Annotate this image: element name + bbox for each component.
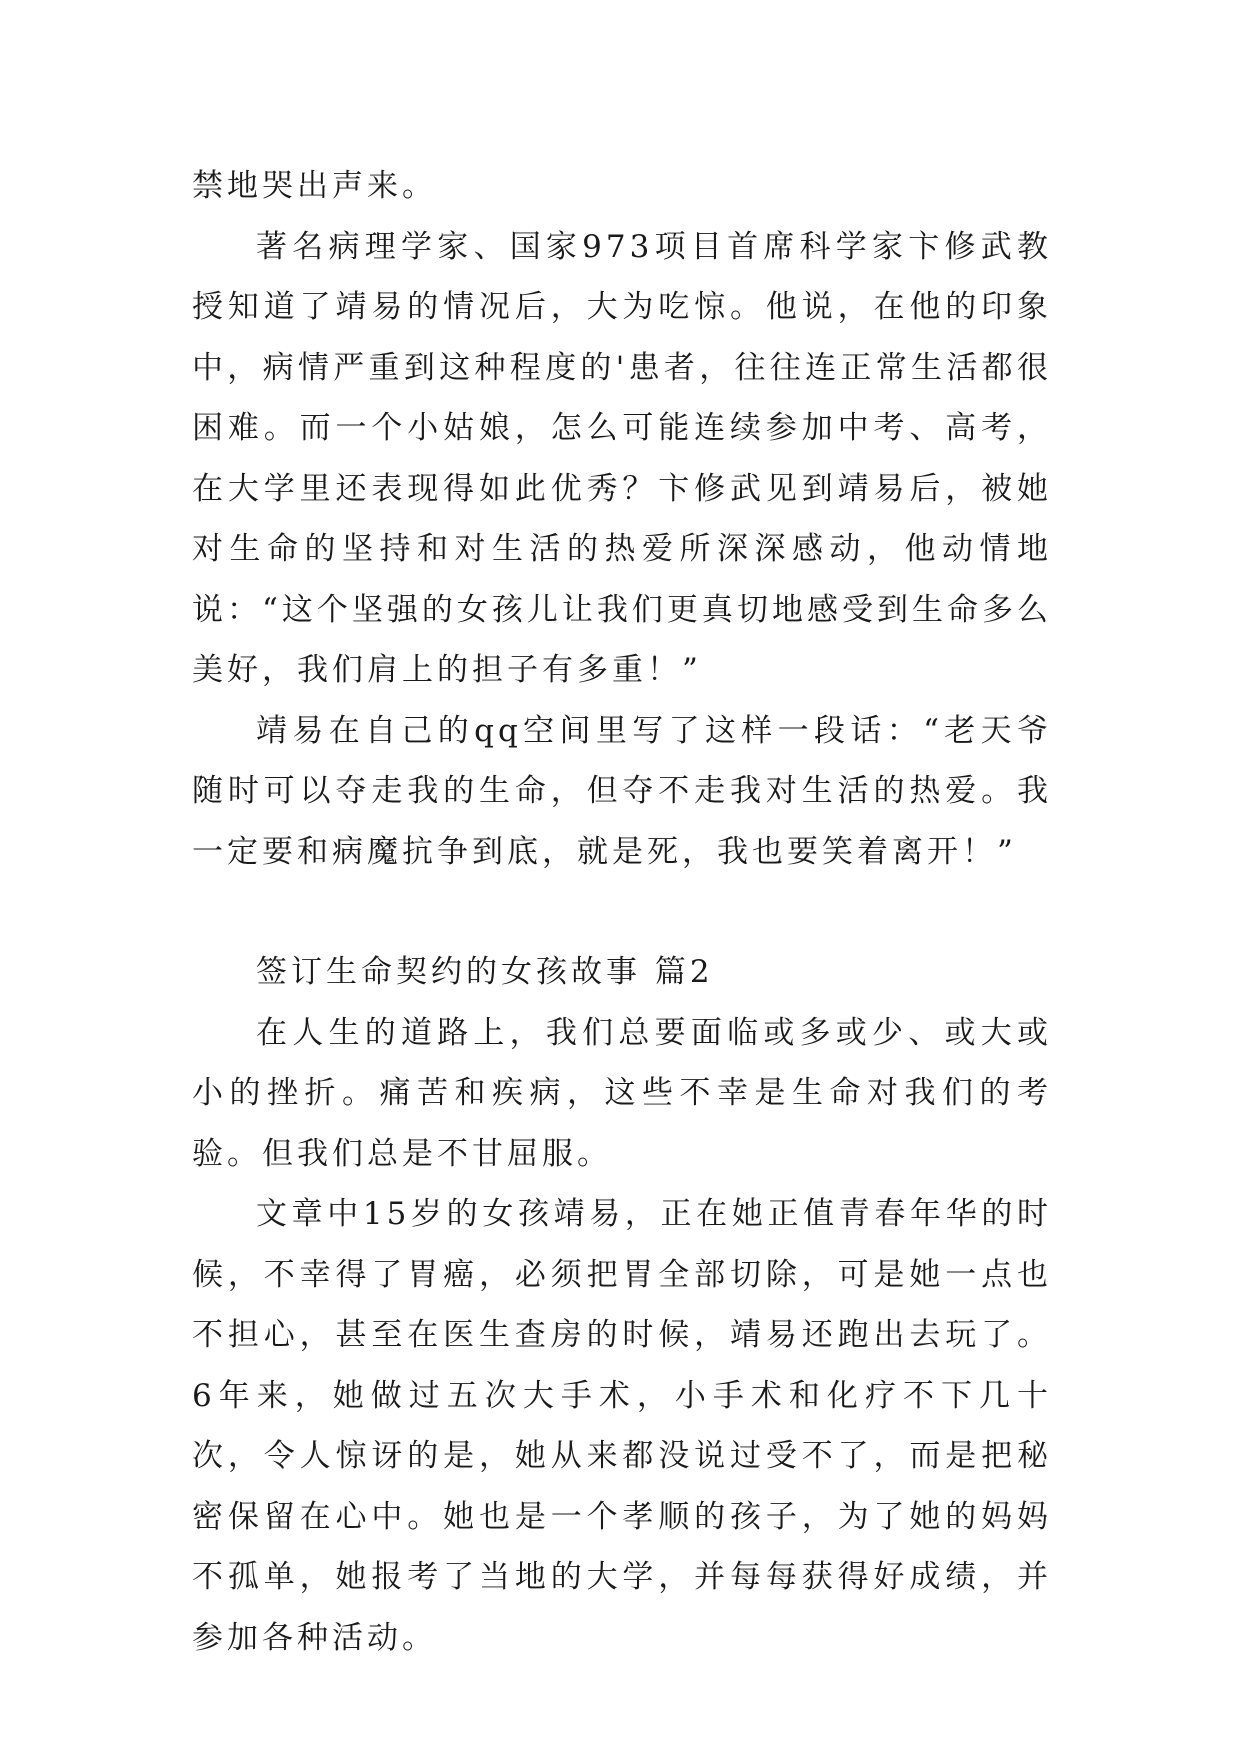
paragraph-continuation: 禁地哭出声来。 — [192, 168, 437, 204]
paragraph-life-path: 在人生的道路上，我们总要面临或多或少、或大或小的挫折。痛苦和疾病，这些不幸是生命对我们的考验。但我们总是不甘屈服。 — [192, 1014, 1052, 1172]
document-body — [192, 156, 1052, 1668]
paragraph-qq-space: 靖易在自己的qq空间里写了这样一段话：“老天爷随时可以夺走我的生命，但夺不走我对生活的热爱。我一定要和病魔抗争到底，就是死，我也要笑着离开！” — [192, 712, 1052, 870]
paragraph-jingyi-story: 文章中15岁的女孩靖易，正在她正值青春年华的时候，不幸得了胃癌，必须把胃全部切除，可是她一点也不担心，甚至在医生查房的时候，靖易还跑出去玩了。6年来，她做过五次大手术，小手术和化疗不下几十次，令人惊讶的是，她从来都没说过受不了，而是把秘密保留在心中。她也是一个孝顺的孩子，为了她的妈妈不孤单，她报考了当地的大学，并每每获得好成绩，并参加各种活动。 — [192, 1196, 1052, 1656]
section-title: 签订生命契约的女孩故事 篇2 — [256, 954, 714, 990]
paragraph-professor-quote: 著名病理学家、国家973项目首席科学家卞修武教授知道了靖易的情况后，大为吃惊。他说，在他的印象中，病情严重到这种程度的'患者，往往连正常生活都很困难。而一个小姑娘，怎么可能连续参加中考、高考，在大学里还表现得如此优秀？卞修武见到靖易后，被她对生命的坚持和对生活的热爱所深深感动，他动情地说：“这个坚强的女孩儿让我们更真切地感受到生命多么美好，我们肩上的担子有多重！” — [192, 228, 1052, 688]
